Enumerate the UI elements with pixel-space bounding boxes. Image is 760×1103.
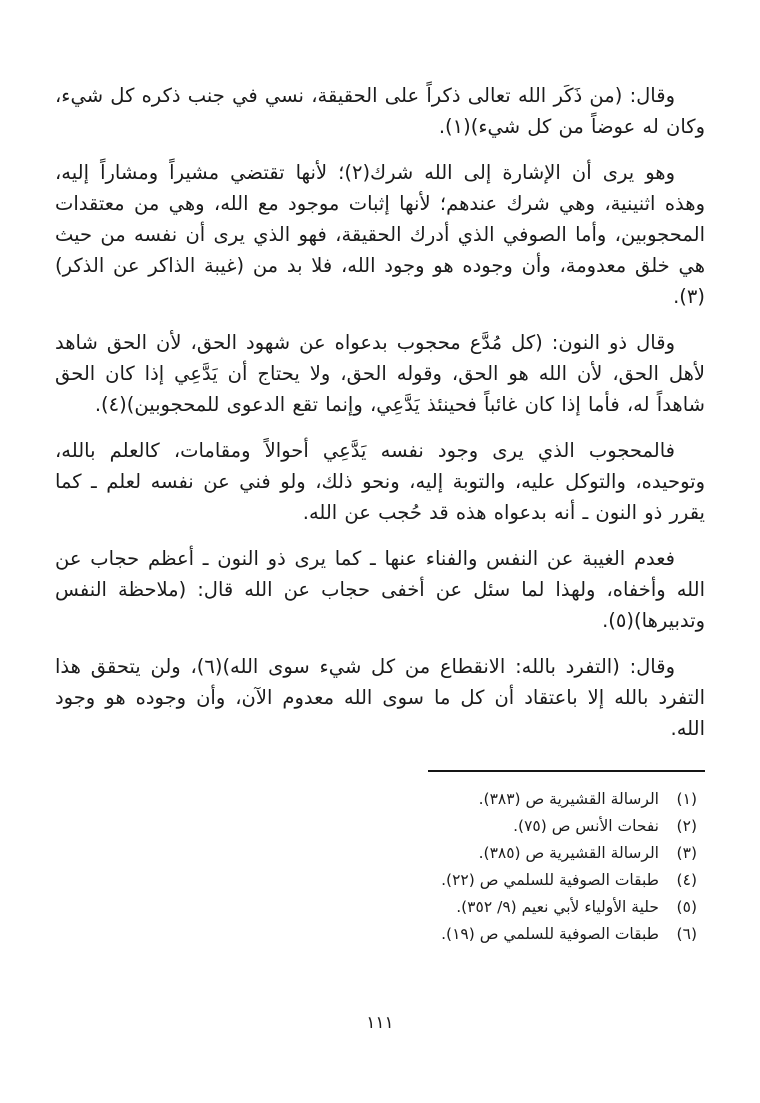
main-text bbox=[55, 80, 705, 744]
footnote-separator bbox=[428, 770, 705, 772]
footnote-number: (٥) bbox=[676, 898, 697, 916]
footnote-number: (٢) bbox=[676, 817, 697, 835]
paragraph-1: وقال: (من ذَكَر الله تعالى ذكراً على الحقيقة، نسي في جنب ذكره كل شيء، وكان له عوضاً من كل شيء)(١). bbox=[55, 84, 705, 138]
paragraph-4: فالمحجوب الذي يرى وجود نفسه يَدَّعِي أحوالاً ومقامات، كالعلم بالله، وتوحيده، والتوكل عليه، والتوبة إليه، ونحو ذلك، ولو فني عن نفسه لعلم ـ كما يقرر ذو النون ـ أنه بدعواه هذه قد حُجب عن الله. bbox=[55, 439, 705, 524]
footnote-item bbox=[55, 813, 697, 840]
footnote-item bbox=[55, 786, 697, 813]
footnote-text: الرسالة القشيرية ص (٣٨٣). bbox=[478, 790, 659, 808]
footnote-item bbox=[55, 894, 697, 921]
footnote-list bbox=[55, 786, 697, 948]
paragraph-5: فعدم الغيبة عن النفس والفناء عنها ـ كما يرى ذو النون ـ أعظم حجاب عن الله وأخفاه، ولهذا لما سئل عن أخفى حجاب عن الله قال: (ملاحظة النفس وتدبيرها)(٥). bbox=[55, 547, 705, 632]
paragraph-3: وقال ذو النون: (كل مُدَّع محجوب بدعواه عن شهود الحق، لأن الحق شاهد لأهل الحق، لأن الله هو الحق، وقوله الحق، ولا يحتاج أن يَدَّعِي إذا كان الحق شاهداً له، فأما إذا كان غائباً فحينئذ يَدَّعِي، وإنما تقع الدعوى للمحجوبين)(٤). bbox=[55, 331, 705, 416]
footnote-number: (٤) bbox=[676, 871, 697, 889]
footnote-number: (١) bbox=[676, 790, 697, 808]
page-number: ١١١ bbox=[366, 1013, 394, 1033]
footnote-item bbox=[55, 840, 697, 867]
footnote-number: (٣) bbox=[676, 844, 697, 862]
footnote-text: طبقات الصوفية للسلمي ص (٢٢). bbox=[441, 871, 659, 889]
footnotes-section bbox=[55, 770, 705, 948]
footnote-item bbox=[55, 921, 697, 948]
footnote-text: طبقات الصوفية للسلمي ص (١٩). bbox=[441, 925, 659, 943]
footnote-text: الرسالة القشيرية ص (٣٨٥). bbox=[478, 844, 659, 862]
footnote-text: حلية الأولياء لأبي نعيم (٩/ ٣٥٢). bbox=[456, 898, 659, 916]
paragraph-2: وهو يرى أن الإشارة إلى الله شرك(٢)؛ لأنها تقتضي مشيراً ومشاراً إليه، وهذه اثنينية، وهي شرك عندهم؛ لأنها إثبات موجود مع الله، وهي من معتقدات المحجوبين، وأما الصوفي الذي أدرك الحقيقة، فهو الذي يرى أن نفسه من حيث هي خلق معدومة، وأن وجوده هو وجود الله، فلا بد من (غيبة الذاكر عن الذكر)(٣). bbox=[55, 161, 705, 308]
footnote-text: نفحات الأنس ص (٧٥). bbox=[513, 817, 659, 835]
paragraph-6: وقال: (التفرد بالله: الانقطاع من كل شيء سوى الله)(٦)، ولن يتحقق هذا التفرد بالله إلا باعتقاد أن كل ما سوى الله معدوم الآن، وأن وجوده هو وجود الله. bbox=[55, 655, 705, 740]
footnote-item bbox=[55, 867, 697, 894]
footnote-number: (٦) bbox=[676, 925, 697, 943]
